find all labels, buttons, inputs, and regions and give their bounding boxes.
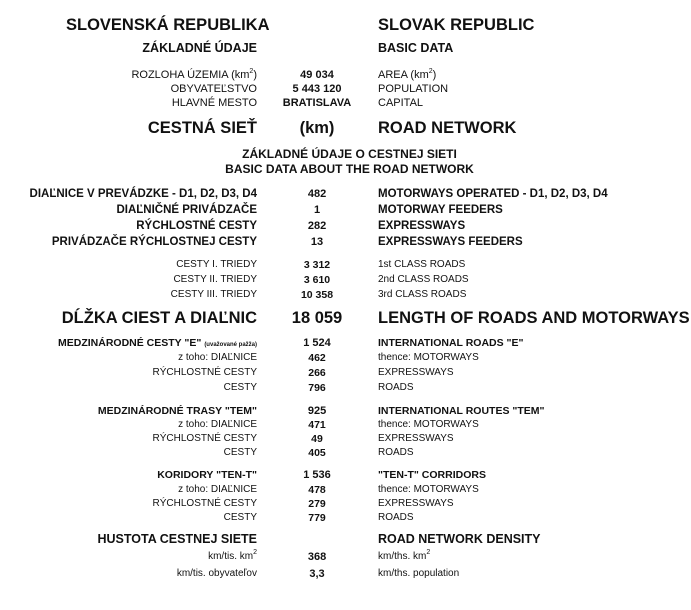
motorways-sk: DIAĽNICE V PREVÁDZKE - D1, D2, D3, D4 — [29, 188, 257, 200]
expressway-feeders-en: EXPRESSWAYS FEEDERS — [378, 236, 523, 248]
group-tent-roads-sk: CESTY — [223, 512, 257, 523]
group-tem-motorways-sk: z toho: DIAĽNICE — [178, 419, 257, 430]
group-e-motorways-row: z toho: DIAĽNICE 462 thence: MOTORWAYS — [0, 349, 691, 367]
capital-label-en: CAPITAL — [378, 97, 424, 109]
basic-heading-en: BASIC DATA — [378, 41, 454, 55]
area-label-sk: ROZLOHA ÚZEMIA $(km^2)$ — [131, 68, 257, 81]
group-tent-expressways-row: RÝCHLOSTNÉ CESTY 279 EXPRESSWAYS — [0, 495, 691, 513]
road-network-subtitle-sk: ZÁKLADNÉ ÚDAJE O CESTNEJ SIETI — [242, 147, 457, 161]
group-e-motorways-en: thence: MOTORWAYS — [378, 352, 479, 363]
group-tent-expressways-en: EXPRESSWAYS — [378, 498, 454, 509]
density-en: ROAD NETWORK DENSITY — [378, 532, 541, 546]
group-tem-roads-en: ROADS — [378, 447, 414, 458]
group-tem-heading-row: MEDZINÁRODNÉ TRASY "TEM" 925 INTERNATIONAL ROUTES "TEM" — [0, 402, 691, 420]
class1-row: CESTY I. TRIEDY 3 312 1st CLASS ROADS — [0, 256, 691, 274]
class2-row: CESTY II. TRIEDY 3 610 2nd CLASS ROADS — [0, 271, 691, 289]
expressways-sk: RÝCHLOSTNÉ CESTY — [136, 220, 257, 232]
group-tem-expressways-row: RÝCHLOSTNÉ CESTY 49 EXPRESSWAYS — [0, 430, 691, 448]
group-e-expressways-en: EXPRESSWAYS — [378, 367, 454, 378]
population-label-en: POPULATION — [378, 83, 449, 95]
group-e-expressways-row: RÝCHLOSTNÉ CESTY 266 EXPRESSWAYS — [0, 364, 691, 382]
density-population-en: km/ths. population — [378, 568, 460, 579]
capital-label-sk: HLAVNÉ MESTO — [171, 97, 257, 109]
group-e-motorways-sk: z toho: DIAĽNICE — [178, 352, 257, 363]
road-network-subtitle-en: BASIC DATA ABOUT THE ROAD NETWORK — [225, 162, 474, 176]
title-en: SLOVAK REPUBLIC — [378, 16, 535, 34]
area-row: ROZLOHA ÚZEMIA $(km^2)$ 49 034 AREA $(km^2)$ — [0, 66, 691, 84]
length-row: DĹŽKA CIEST A DIAĽNIC 18 059 LENGTH OF ROADS AND MOTORWAYS — [61, 309, 690, 327]
group-tem-roads-sk: CESTY — [223, 447, 257, 458]
density-population-row: km/tis. obyvateľov 3,3 km/ths. population — [0, 565, 691, 583]
group-e-roads-en: ROADS — [378, 382, 414, 393]
motorway-feeders-sk: DIAĽNIČNÉ PRIVÁDZAČE — [116, 204, 257, 216]
group-tent-roads-row: CESTY 779 ROADS — [0, 509, 691, 527]
motorway-feeders-en: MOTORWAY FEEDERS — [378, 204, 503, 216]
class3-en: 3rd CLASS ROADS — [378, 289, 467, 300]
title-row — [0, 16, 691, 34]
group-tem-sk: MEDZINÁRODNÉ TRASY "TEM" — [97, 405, 257, 417]
class3-row: CESTY III. TRIEDY 10 358 3rd CLASS ROADS — [0, 286, 691, 304]
group-tem-motorways-row: z toho: DIAĽNICE 471 thence: MOTORWAYS — [0, 416, 691, 434]
class2-en: 2nd CLASS ROADS — [378, 274, 469, 285]
density-area-en: km/ths. $km^2$ — [378, 549, 431, 562]
density-sk: HUSTOTA CESTNEJ SIETE — [97, 532, 257, 546]
motorways-row: DIAĽNICE V PREVÁDZKE - D1, D2, D3, D4 482 MOTORWAYS OPERATED - D1, D2, D3, D4 — [0, 185, 691, 203]
group-tent-heading-row: KORIDORY "TEN-T" 1 536 "TEN-T" CORRIDORS — [0, 466, 691, 484]
capital-row: HLAVNÉ MESTO BRATISLAVA CAPITAL — [0, 94, 691, 112]
group-tent-sk: KORIDORY "TEN-T" — [157, 469, 257, 481]
group-tent-motorways-en: thence: MOTORWAYS — [378, 484, 479, 495]
class2-sk: CESTY II. TRIEDY — [173, 274, 257, 285]
group-e-expressways-sk: RÝCHLOSTNÉ CESTY — [152, 367, 257, 378]
basic-heading-row — [0, 39, 691, 57]
group-tent-roads-en: ROADS — [378, 512, 414, 523]
expressway-feeders-row: PRIVÁDZAČE RÝCHLOSTNEJ CESTY 13 EXPRESSWAYS FEEDERS — [0, 233, 691, 251]
road-network-en: ROAD NETWORK — [378, 119, 517, 137]
title-sk: SLOVENSKÁ REPUBLIKA — [66, 16, 270, 34]
area-label-en: AREA $(km^2)$ — [378, 68, 437, 81]
motorways-en: MOTORWAYS OPERATED - D1, D2, D3, D4 — [378, 188, 608, 200]
group-tem-expressways-en: EXPRESSWAYS — [378, 433, 454, 444]
expressway-feeders-sk: PRIVÁDZAČE RÝCHLOSTNEJ CESTY — [51, 236, 257, 248]
group-e-en: INTERNATIONAL ROADS "E" — [378, 337, 524, 349]
group-tem-motorways-en: thence: MOTORWAYS — [378, 419, 479, 430]
population-label-sk: OBYVATEĽSTVO — [170, 83, 257, 95]
group-tem-en: INTERNATIONAL ROUTES "TEM" — [378, 405, 545, 417]
class1-en: 1st CLASS ROADS — [378, 259, 466, 270]
group-tent-en: "TEN-T" CORRIDORS — [378, 469, 486, 481]
group-tem-expressways-sk: RÝCHLOSTNÉ CESTY — [152, 433, 257, 444]
group-tent-expressways-sk: RÝCHLOSTNÉ CESTY — [152, 498, 257, 509]
density-area-sk: km/tis. $km^2$ — [208, 549, 257, 562]
group-e-heading-row: MEDZINÁRODNÉ CESTY "E" (uvažované pažža) 1 524 INTERNATIONAL ROADS "E" — [0, 334, 691, 352]
density-population-sk: km/tis. obyvateľov — [176, 568, 257, 579]
class3-sk: CESTY III. TRIEDY — [170, 289, 257, 300]
group-e-roads-sk: CESTY — [223, 382, 257, 393]
group-tent-motorways-row: z toho: DIAĽNICE 478 thence: MOTORWAYS — [0, 481, 691, 499]
group-e-roads-row: CESTY 796 ROADS — [0, 379, 691, 397]
expressways-en: EXPRESSWAYS — [378, 220, 466, 232]
density-area-row: km/tis. $km^2$ 368 km/ths. $km^2$ — [0, 548, 691, 566]
basic-heading-sk: ZÁKLADNÉ ÚDAJE — [142, 41, 257, 55]
population-row: OBYVATEĽSTVO 5 443 120 POPULATION — [0, 80, 691, 98]
road-network-heading-row: CESTNÁ SIEŤ (km) ROAD NETWORK — [147, 119, 517, 137]
motorway-feeders-row: DIAĽNIČNÉ PRIVÁDZAČE 1 MOTORWAY FEEDERS — [0, 201, 691, 219]
length-sk: DĹŽKA CIEST A DIAĽNIC — [61, 309, 257, 327]
length-en: LENGTH OF ROADS AND MOTORWAYS — [378, 309, 690, 327]
group-e-sk: MEDZINÁRODNÉ CESTY "E" (uvažované pažža) — [58, 337, 257, 349]
expressways-row: RÝCHLOSTNÉ CESTY 282 EXPRESSWAYS — [0, 217, 691, 235]
road-network-sk: CESTNÁ SIEŤ — [147, 119, 257, 137]
density-heading-row — [0, 530, 691, 548]
class1-sk: CESTY I. TRIEDY — [176, 259, 257, 270]
group-tem-roads-row: CESTY 405 ROADS — [0, 444, 691, 462]
group-tent-motorways-sk: z toho: DIAĽNICE — [178, 484, 257, 495]
